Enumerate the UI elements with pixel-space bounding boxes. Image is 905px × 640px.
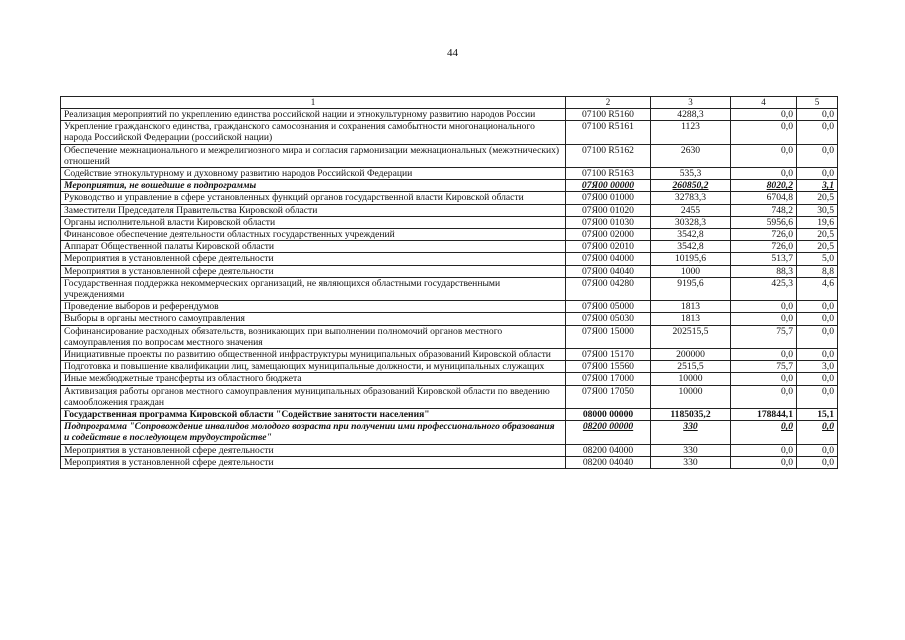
row-value-percent-cell: 4,6 bbox=[797, 277, 838, 300]
row-value-percent-cell: 0,0 bbox=[797, 313, 838, 325]
row-value-plan-cell: 1000 bbox=[651, 265, 731, 277]
row-value-plan-cell: 1123 bbox=[651, 121, 731, 144]
row-code-cell: 07100 R5161 bbox=[566, 121, 651, 144]
row-value-actual-cell: 0,0 bbox=[731, 444, 797, 456]
row-code-cell: 07Я00 01020 bbox=[566, 204, 651, 216]
table-row bbox=[61, 109, 838, 121]
row-value-plan-cell: 3542,8 bbox=[651, 241, 731, 253]
table-row bbox=[61, 241, 838, 253]
row-name-cell: Мероприятия в установленной сфере деятельности bbox=[61, 265, 566, 277]
row-code-cell: 07Я00 17050 bbox=[566, 385, 651, 408]
row-name-cell: Реализация мероприятий по укреплению единства российской нации и этнокультурному развитию народов России bbox=[61, 109, 566, 121]
row-name-cell: Проведение выборов и референдумов bbox=[61, 301, 566, 313]
row-name-cell: Софинансирование расходных обязательств, возникающих при выполнении полномочий органов местного самоуправления по вопросам местного значения bbox=[61, 325, 566, 348]
table-row bbox=[61, 216, 838, 228]
row-name-cell: Содействие этнокультурному и духовному развитию народов Российской Федерации bbox=[61, 168, 566, 180]
row-value-plan-cell: 2515,5 bbox=[651, 361, 731, 373]
row-code-cell: 08200 00000 bbox=[566, 421, 651, 444]
table-row bbox=[61, 409, 838, 421]
row-name-cell: Активизация работы органов местного самоуправления муниципальных образований Кировской области по введению самообложения граждан bbox=[61, 385, 566, 408]
table-row bbox=[61, 229, 838, 241]
table-row bbox=[61, 192, 838, 204]
table-row bbox=[61, 373, 838, 385]
page-number: 44 bbox=[447, 47, 458, 59]
row-code-cell: 08000 00000 bbox=[566, 409, 651, 421]
row-value-actual-cell: 0,0 bbox=[731, 168, 797, 180]
row-value-plan-cell: 1813 bbox=[651, 313, 731, 325]
row-value-percent-cell: 8,8 bbox=[797, 265, 838, 277]
row-value-plan-cell: 10000 bbox=[651, 385, 731, 408]
row-value-actual-cell: 0,0 bbox=[731, 385, 797, 408]
row-value-plan-cell: 330 bbox=[651, 421, 731, 444]
row-value-percent-cell: 0,0 bbox=[797, 144, 838, 167]
row-value-plan-cell: 1185035,2 bbox=[651, 409, 731, 421]
row-code-cell: 07Я00 04280 bbox=[566, 277, 651, 300]
row-value-actual-cell: 0,0 bbox=[731, 349, 797, 361]
table-row bbox=[61, 265, 838, 277]
row-value-percent-cell: 0,0 bbox=[797, 421, 838, 444]
row-value-actual-cell: 5956,6 bbox=[731, 216, 797, 228]
row-value-actual-cell: 8020,2 bbox=[731, 180, 797, 192]
row-value-percent-cell: 0,0 bbox=[797, 301, 838, 313]
header-col-2: 2 bbox=[566, 97, 651, 109]
table-row bbox=[61, 180, 838, 192]
row-name-cell: Государственная программа Кировской области "Содействие занятости населения" bbox=[61, 409, 566, 421]
row-value-actual-cell: 748,2 bbox=[731, 204, 797, 216]
header-col-1: 1 bbox=[61, 97, 566, 109]
row-code-cell: 07Я00 00000 bbox=[566, 180, 651, 192]
table-row bbox=[61, 385, 838, 408]
row-name-cell: Укрепление гражданского единства, гражданского самосознания и сохранения самобытности многонационального народа Российской Федерации (российской нации) bbox=[61, 121, 566, 144]
row-name-cell: Государственная поддержка некоммерческих организаций, не являющихся областными государственными учреждениями bbox=[61, 277, 566, 300]
row-value-plan-cell: 9195,6 bbox=[651, 277, 731, 300]
row-value-plan-cell: 2455 bbox=[651, 204, 731, 216]
row-value-percent-cell: 0,0 bbox=[797, 325, 838, 348]
row-code-cell: 07Я00 02000 bbox=[566, 229, 651, 241]
row-code-cell: 07Я00 15560 bbox=[566, 361, 651, 373]
row-name-cell: Аппарат Общественной палаты Кировской области bbox=[61, 241, 566, 253]
table-row bbox=[61, 121, 838, 144]
row-name-cell: Органы исполнительной власти Кировской области bbox=[61, 216, 566, 228]
row-value-actual-cell: 0,0 bbox=[731, 421, 797, 444]
table-row bbox=[61, 301, 838, 313]
row-value-percent-cell: 0,0 bbox=[797, 373, 838, 385]
row-value-percent-cell: 20,5 bbox=[797, 192, 838, 204]
row-value-percent-cell: 20,5 bbox=[797, 241, 838, 253]
table-row bbox=[61, 444, 838, 456]
table-row bbox=[61, 421, 838, 444]
row-code-cell: 07Я00 04000 bbox=[566, 253, 651, 265]
row-value-plan-cell: 1813 bbox=[651, 301, 731, 313]
row-value-plan-cell: 3542,8 bbox=[651, 229, 731, 241]
row-value-actual-cell: 0,0 bbox=[731, 109, 797, 121]
row-value-actual-cell: 0,0 bbox=[731, 301, 797, 313]
row-value-actual-cell: 0,0 bbox=[731, 456, 797, 468]
row-value-actual-cell: 178844,1 bbox=[731, 409, 797, 421]
row-value-plan-cell: 202515,5 bbox=[651, 325, 731, 348]
table-row bbox=[61, 313, 838, 325]
table-header-row bbox=[61, 97, 838, 109]
row-value-actual-cell: 75,7 bbox=[731, 325, 797, 348]
row-value-actual-cell: 6704,8 bbox=[731, 192, 797, 204]
row-name-cell: Мероприятия в установленной сфере деятельности bbox=[61, 253, 566, 265]
row-value-actual-cell: 88,3 bbox=[731, 265, 797, 277]
row-name-cell: Руководство и управление в сфере установленных функций органов государственной власти Кировской области bbox=[61, 192, 566, 204]
row-code-cell: 08200 04040 bbox=[566, 456, 651, 468]
row-code-cell: 07100 R5163 bbox=[566, 168, 651, 180]
row-value-actual-cell: 75,7 bbox=[731, 361, 797, 373]
row-code-cell: 07Я00 15000 bbox=[566, 325, 651, 348]
row-value-plan-cell: 330 bbox=[651, 444, 731, 456]
row-value-plan-cell: 30328,3 bbox=[651, 216, 731, 228]
row-value-actual-cell: 0,0 bbox=[731, 144, 797, 167]
table-row bbox=[61, 204, 838, 216]
header-col-3: 3 bbox=[651, 97, 731, 109]
row-value-actual-cell: 0,0 bbox=[731, 121, 797, 144]
row-value-plan-cell: 200000 bbox=[651, 349, 731, 361]
row-value-plan-cell: 2630 bbox=[651, 144, 731, 167]
row-value-plan-cell: 4288,3 bbox=[651, 109, 731, 121]
row-value-percent-cell: 0,0 bbox=[797, 456, 838, 468]
row-value-actual-cell: 513,7 bbox=[731, 253, 797, 265]
row-value-percent-cell: 19,6 bbox=[797, 216, 838, 228]
row-name-cell: Мероприятия, не вошедшие в подпрограммы bbox=[61, 180, 566, 192]
row-name-cell: Инициативные проекты по развитию общественной инфраструктуры муниципальных образований Кировской области bbox=[61, 349, 566, 361]
row-code-cell: 07100 R5160 bbox=[566, 109, 651, 121]
row-value-percent-cell: 20,5 bbox=[797, 229, 838, 241]
row-code-cell: 07100 R5162 bbox=[566, 144, 651, 167]
row-value-actual-cell: 0,0 bbox=[731, 373, 797, 385]
table-row bbox=[61, 277, 838, 300]
row-code-cell: 07Я00 01030 bbox=[566, 216, 651, 228]
row-value-percent-cell: 0,0 bbox=[797, 168, 838, 180]
table-row bbox=[61, 168, 838, 180]
table-body bbox=[61, 109, 838, 469]
row-value-actual-cell: 0,0 bbox=[731, 313, 797, 325]
row-name-cell: Заместители Председателя Правительства Кировской области bbox=[61, 204, 566, 216]
row-code-cell: 08200 04000 bbox=[566, 444, 651, 456]
row-name-cell: Мероприятия в установленной сфере деятельности bbox=[61, 444, 566, 456]
table-row bbox=[61, 349, 838, 361]
row-code-cell: 07Я00 02010 bbox=[566, 241, 651, 253]
row-value-actual-cell: 726,0 bbox=[731, 229, 797, 241]
row-value-percent-cell: 0,0 bbox=[797, 109, 838, 121]
row-value-plan-cell: 260850,2 bbox=[651, 180, 731, 192]
row-name-cell: Подготовка и повышение квалификации лиц, замещающих муниципальные должности, и муниципальных служащих bbox=[61, 361, 566, 373]
table-row bbox=[61, 361, 838, 373]
table-row bbox=[61, 144, 838, 167]
row-name-cell: Финансовое обеспечение деятельности областных государственных учреждений bbox=[61, 229, 566, 241]
row-value-percent-cell: 5,0 bbox=[797, 253, 838, 265]
row-value-plan-cell: 32783,3 bbox=[651, 192, 731, 204]
row-name-cell: Иные межбюджетные трансферты из областного бюджета bbox=[61, 373, 566, 385]
row-value-percent-cell: 0,0 bbox=[797, 444, 838, 456]
row-code-cell: 07Я00 05030 bbox=[566, 313, 651, 325]
row-value-percent-cell: 0,0 bbox=[797, 385, 838, 408]
row-value-percent-cell: 3,1 bbox=[797, 180, 838, 192]
row-value-actual-cell: 726,0 bbox=[731, 241, 797, 253]
row-code-cell: 07Я00 05000 bbox=[566, 301, 651, 313]
table-row bbox=[61, 325, 838, 348]
header-col-4: 4 bbox=[731, 97, 797, 109]
row-value-percent-cell: 30,5 bbox=[797, 204, 838, 216]
row-value-plan-cell: 330 bbox=[651, 456, 731, 468]
row-name-cell: Выборы в органы местного самоуправления bbox=[61, 313, 566, 325]
row-value-actual-cell: 425,3 bbox=[731, 277, 797, 300]
row-value-percent-cell: 0,0 bbox=[797, 349, 838, 361]
row-value-plan-cell: 10000 bbox=[651, 373, 731, 385]
row-value-plan-cell: 535,3 bbox=[651, 168, 731, 180]
row-name-cell: Мероприятия в установленной сфере деятельности bbox=[61, 456, 566, 468]
row-code-cell: 07Я00 04040 bbox=[566, 265, 651, 277]
row-value-percent-cell: 15,1 bbox=[797, 409, 838, 421]
row-code-cell: 07Я00 15170 bbox=[566, 349, 651, 361]
row-value-percent-cell: 0,0 bbox=[797, 121, 838, 144]
row-code-cell: 07Я00 17000 bbox=[566, 373, 651, 385]
table-row bbox=[61, 456, 838, 468]
budget-table bbox=[60, 96, 838, 469]
row-name-cell: Подпрограмма "Сопровождение инвалидов молодого возраста при получении ими профессионального образования и содействие в последующем трудоустройстве" bbox=[61, 421, 566, 444]
row-value-percent-cell: 3,0 bbox=[797, 361, 838, 373]
table-row bbox=[61, 253, 838, 265]
row-code-cell: 07Я00 01000 bbox=[566, 192, 651, 204]
row-value-plan-cell: 10195,6 bbox=[651, 253, 731, 265]
header-col-5: 5 bbox=[797, 97, 838, 109]
row-name-cell: Обеспечение межнационального и межрелигиозного мира и согласия гармонизации межнациональных (межэтнических) отношений bbox=[61, 144, 566, 167]
